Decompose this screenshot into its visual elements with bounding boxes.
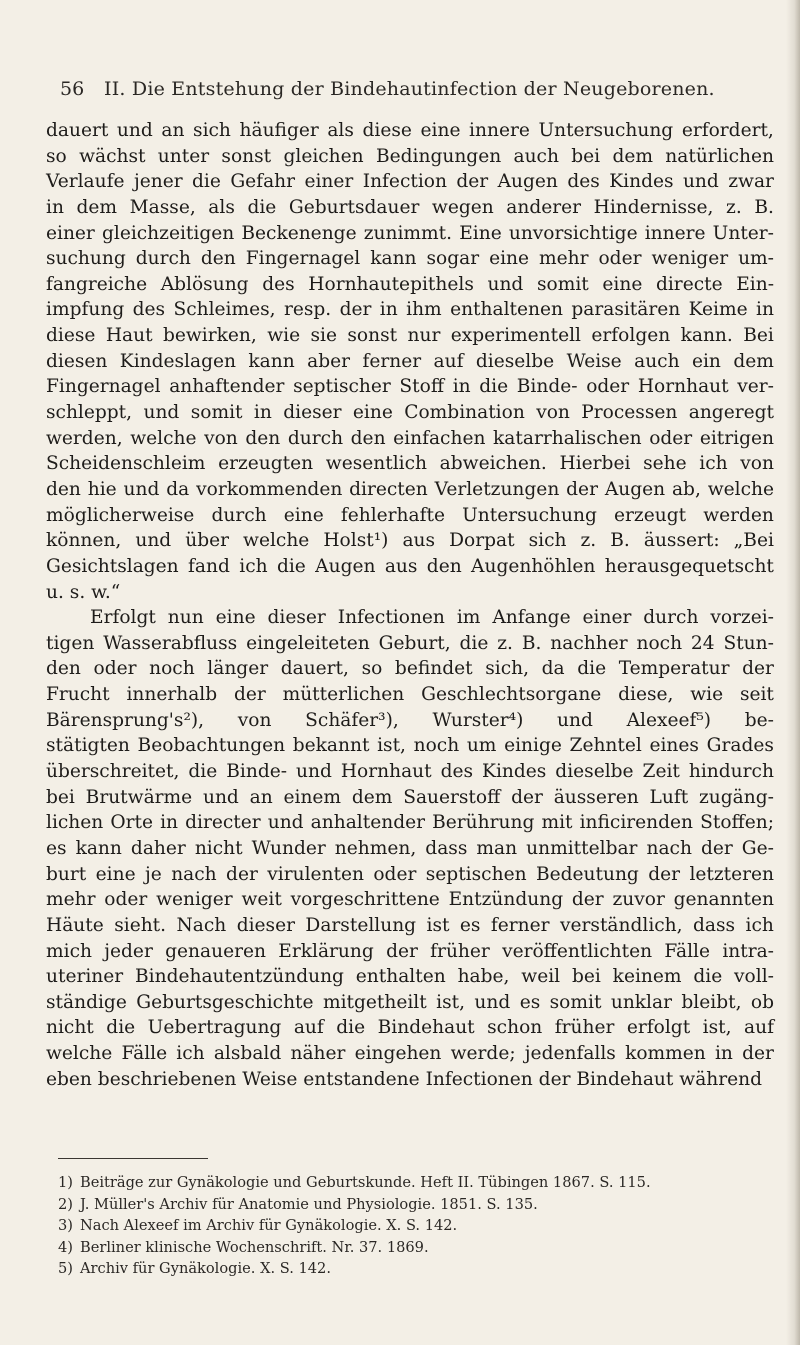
text-line: es kann daher nicht Wunder nehmen, dass man unmittelbar nach der Ge- <box>46 837 774 859</box>
footnote-text: J. Müller's Archiv für Anatomie und Physiologie. 1851. S. 135. <box>80 1195 538 1213</box>
text-line: nicht die Uebertragung auf die Bindehaut schon früher erfolgt ist, auf <box>46 1017 774 1039</box>
text-line: so wächst unter sonst gleichen Bedingungen auch bei dem natürlichen <box>46 145 774 167</box>
footnote-mark: 3) <box>58 1217 73 1234</box>
page-number: 56 <box>60 78 85 100</box>
footnote-mark: 5) <box>58 1260 73 1277</box>
footnote <box>58 1237 758 1259</box>
text-line: einer gleichzeitigen Beckenenge zunimmt. Eine unvorsichtige innere Unter- <box>46 222 774 244</box>
text-line: werden, welche von den durch den einfachen katarrhalischen oder eitrigen <box>46 427 774 449</box>
footnote-mark: 1) <box>58 1174 73 1191</box>
page-edge-shadow <box>786 0 800 1345</box>
text-line: ständige Geburtsgeschichte mitgetheilt ist, und es somit unklar bleibt, ob <box>46 991 774 1013</box>
text-line: Gesichtslagen fand ich die Augen aus den Augenhöhlen herausgequetscht <box>46 555 774 577</box>
text-line: den oder noch länger dauert, so befindet sich, da die Temperatur der <box>46 658 774 680</box>
body-text <box>46 118 774 1092</box>
text-line: Scheidenschleim erzeugten wesentlich abweichen. Hierbei sehe ich von <box>46 453 774 475</box>
text-line: tigen Wasserabfluss eingeleiteten Geburt, die z. B. nachher noch 24 Stun- <box>46 632 774 654</box>
footnote-mark: 2) <box>58 1195 73 1213</box>
text-line: in dem Masse, als die Geburtsdauer wegen anderer Hindernisse, z. B. <box>46 196 774 218</box>
text-line: Bärensprung's²), von Schäfer³), Wurster⁴) und Alexeef⁵) be- <box>46 709 774 731</box>
text-line: impfung des Schleimes, resp. der in ihm enthaltenen parasitären Keime in <box>46 299 774 321</box>
text-line: mehr oder weniger weit vorgeschrittene Entzündung der zuvor genannten <box>46 889 774 911</box>
text-line: diese Haut bewirken, wie sie sonst nur experimentell erfolgen kann. Bei <box>46 325 774 347</box>
text-line: mich jeder genaueren Erklärung der früher veröffentlichten Fälle intra- <box>46 940 774 962</box>
text-line: stätigten Beobachtungen bekannt ist, noch um einige Zehntel eines Grades <box>46 735 774 757</box>
text-line: Verlaufe jener die Gefahr einer Infection der Augen des Kindes und zwar <box>46 171 774 193</box>
text-line: Fingernagel anhaftender septischer Stoff in die Binde- oder Hornhaut ver- <box>46 376 774 398</box>
text-line: suchung durch den Fingernagel kann sogar eine mehr oder weniger um- <box>46 248 774 270</box>
text-line: bei Brutwärme und an einem dem Sauerstoff der äusseren Luft zugäng- <box>46 786 774 808</box>
footnotes <box>58 1172 758 1280</box>
footnote-text: Nach Alexeef im Archiv für Gynäkologie. X. S. 142. <box>80 1217 458 1234</box>
footnote <box>58 1172 758 1194</box>
text-line: dauert und an sich häufiger als diese eine innere Untersuchung erfordert, <box>46 120 774 141</box>
footnote-text: Berliner klinische Wochenschrift. Nr. 37. 1869. <box>80 1238 429 1256</box>
text-line: Häute sieht. Nach dieser Darstellung ist es ferner verständlich, dass ich <box>46 914 774 936</box>
running-head <box>60 78 760 106</box>
text-line: lichen Orte in directer und anhaltender Berührung mit inficirenden Stoffen; <box>46 812 774 834</box>
text-line: welche Fälle ich alsbald näher eingehen werde; jedenfalls kommen in der <box>46 1043 774 1065</box>
text-line: können, und über welche Holst¹) aus Dorpat sich z. B. äussert: „Bei <box>46 530 774 552</box>
text-line: u. s. w.“ <box>46 581 121 603</box>
text-line: den hie und da vorkommenden directen Verletzungen der Augen ab, welche <box>46 478 774 500</box>
text-line: burt eine je nach der virulenten oder septischen Bedeutung der letzteren <box>46 863 774 885</box>
footnote-text: Beiträge zur Gynäkologie und Geburtskunde. Heft II. Tübingen 1867. S. 115. <box>80 1174 651 1191</box>
footnote-rule <box>58 1158 208 1159</box>
text-line: eben beschriebenen Weise entstandene Infectionen der Bindehaut während <box>46 1068 763 1090</box>
text-line: überschreitet, die Binde- und Hornhaut des Kindes dieselbe Zeit hindurch <box>46 761 774 783</box>
footnote-text: Archiv für Gynäkologie. X. S. 142. <box>80 1260 331 1277</box>
text-line: Erfolgt nun eine dieser Infectionen im Anfange einer durch vorzei- <box>90 607 774 629</box>
footnote <box>58 1258 758 1280</box>
text-line: schleppt, und somit in dieser eine Combination von Processen angeregt <box>46 402 774 424</box>
footnote <box>58 1215 758 1237</box>
footnote-mark: 4) <box>58 1238 73 1256</box>
text-line: fangreiche Ablösung des Hornhautepithels und somit eine directe Ein- <box>46 273 774 295</box>
text-line: möglicherweise durch eine fehlerhafte Untersuchung erzeugt werden <box>46 504 774 526</box>
text-line: diesen Kindeslagen kann aber ferner auf dieselbe Weise auch ein dem <box>46 350 774 372</box>
text-line: uteriner Bindehautentzündung enthalten habe, weil bei keinem die voll- <box>46 966 774 988</box>
footnote <box>58 1194 758 1216</box>
running-title: II. Die Entstehung der Bindehautinfection der Neugeborenen. <box>104 78 715 100</box>
text-line: Frucht innerhalb der mütterlichen Geschlechtsorgane diese, wie seit <box>46 684 774 706</box>
